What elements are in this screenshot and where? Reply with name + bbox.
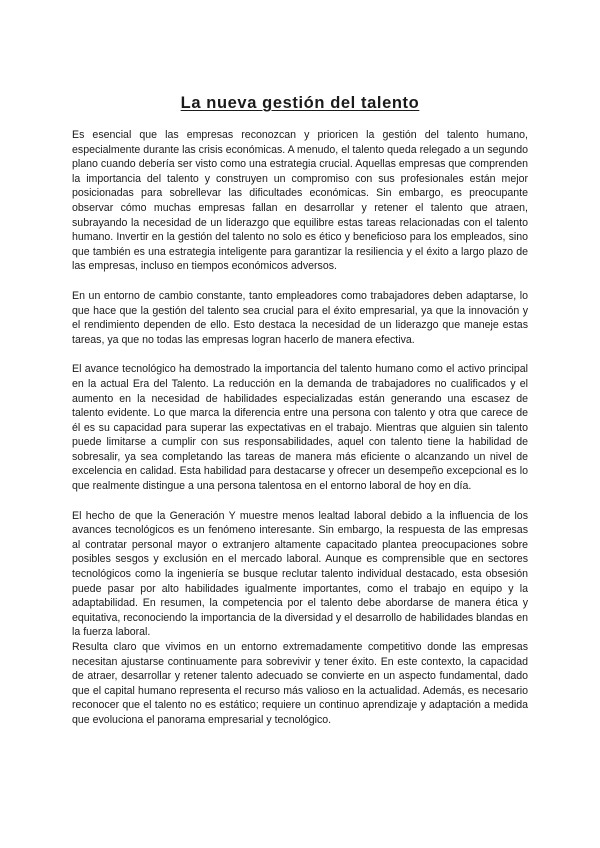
paragraph-4: El hecho de que la Generación Y muestre menos lealtad laboral debido a la influencia de los avances tecnológicos es un fenómeno interesante. Sin embargo, la respuesta de las empresas al contratar personal mayor o extranjero altamente capacitado plantea preocupaciones sobre posibles sesgos y exclusión en el mercado laboral. Aunque es comprensible que en sectores tecnológicos como la ingeniería se busque reclutar talento individual destacado, esta obsesión puede pasar por alto habilidades igualmente importantes, como el trabajo en equipo y la adaptabilidad. En resumen, la competencia por el talento debe abordarse de manera ética y equitativa, reconociendo la importancia de la diversidad y el desarrollo de habilidades blandas en la fuerza laboral. — [72, 509, 528, 639]
paragraph-5: Resulta claro que vivimos en un entorno extremadamente competitivo donde las empresas necesitan ajustarse continuamente para sobrevivir y tener éxito. En este contexto, la capacidad de atraer, desarrollar y retener talento adecuado se convierte en un aspecto fundamental, dado que el capital humano representa el recurso más valioso en la actualidad. Además, es necesario reconocer que el talento no es estático; requiere un continuo aprendizaje y adaptación a medida que evoluciona el panorama empresarial y tecnológico. — [72, 641, 528, 726]
page-title: La nueva gestión del talento — [180, 94, 420, 112]
paragraph-3: El avance tecnológico ha demostrado la importancia del talento humano como el activo principal en la actual Era del Talento. La reducción en la demanda de trabajadores no cualificados y el aumento en la necesidad de habilidades especializadas están generando una escasez de talento evidente. Lo que marca la diferencia entre una persona con talento y otra que carece de él es su capacidad para superar las expectativas en el trabajo. Mientras que alguien sin talento puede limitarse a cumplir con sus responsabilidades, aquel con talento tiene la habilidad de sobresalir, ya sea completando las tareas de manera más eficiente o alcanzando un nivel de excelencia en calidad. Esta habilidad para destacarse y ofrecer un desempeño excepcional es lo que realmente distingue a una persona talentosa en el entorno laboral de hoy en día. — [72, 363, 528, 493]
paragraph-1: Es esencial que las empresas reconozcan y prioricen la gestión del talento humano, especialmente durante las crisis económicas. A menudo, el talento queda relegado a un segundo plano cuando debería ser visto como una estrategia crucial. Aquellas empresas que comprenden la importancia del talento y construyen un compromiso con sus profesionales están mejor posicionadas para sobrellevar las dificultades económicas. Sin embargo, es preocupante observar cómo muchas empresas fallan en desarrollar y retener el talento que atraen, subrayando la necesidad de un liderazgo que equilibre estas tareas relacionadas con el talento humano. Invertir en la gestión del talento no solo es ético y beneficioso para los empleados, sino que también es una estrategia inteligente para garantizar la resiliencia y el éxito a largo plazo de las empresas, incluso en tiempos económicos adversos. — [72, 129, 528, 273]
paragraph-2: En un entorno de cambio constante, tanto empleadores como trabajadores deben adaptarse, lo que hace que la gestión del talento sea crucial para el éxito empresarial, ya que la innovación y el rendimiento dependen de ello. Esto destaca la necesidad de un liderazgo que maneje estas tareas, ya que no todas las empresas logran hacerlo de manera efectiva. — [72, 289, 528, 346]
document-body — [72, 128, 528, 728]
